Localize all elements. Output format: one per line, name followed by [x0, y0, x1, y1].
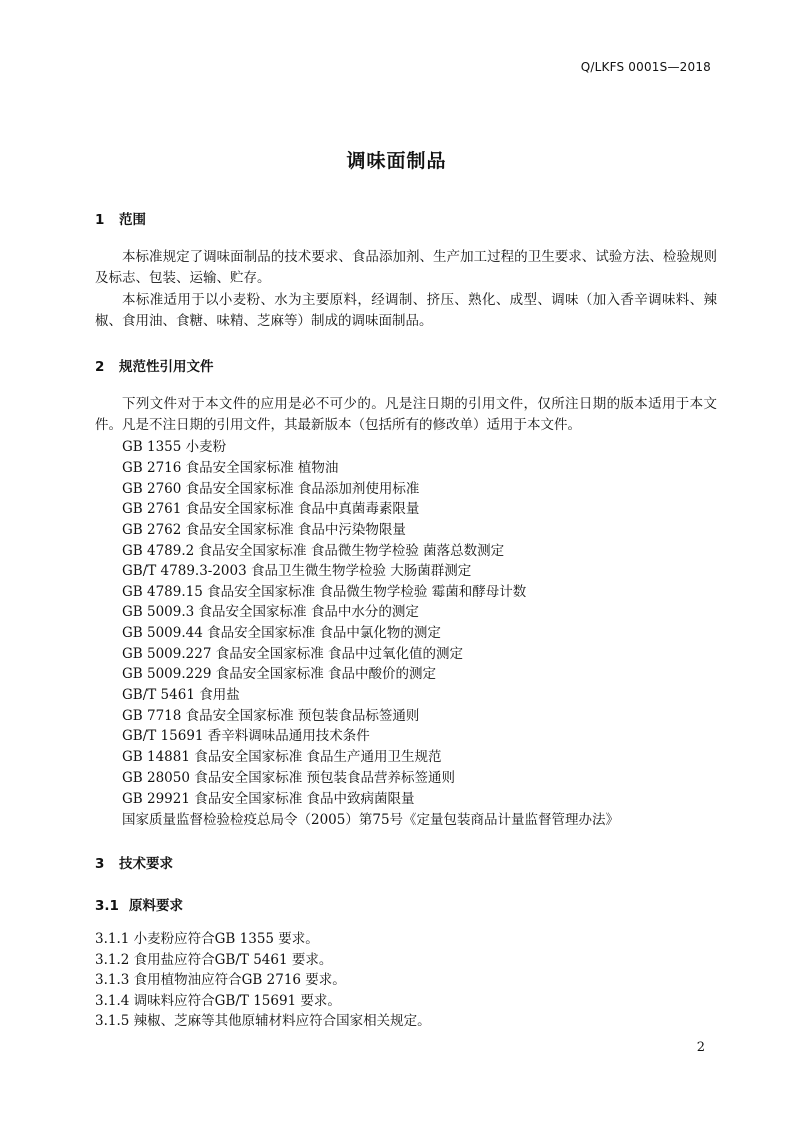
reference-item: GB/T 5461 食用盐 [122, 687, 240, 703]
reference-item: GB 28050 食品安全国家标准 预包装食品营养标签通则 [122, 770, 456, 786]
section-1-heading [95, 208, 146, 228]
reference-item: GB 1355 小麦粉 [122, 439, 227, 455]
reference-item: GB 2761 食品安全国家标准 食品中真菌毒素限量 [122, 501, 420, 517]
reference-item: GB 5009.229 食品安全国家标准 食品中酸价的测定 [122, 666, 436, 682]
reference-item: GB 2762 食品安全国家标准 食品中污染物限量 [122, 522, 406, 538]
clause-item: 3.1.3 食用植物油应符合GB 2716 要求。 [95, 972, 346, 988]
subsection-title: 原料要求 [129, 898, 183, 914]
reference-item: GB 4789.15 食品安全国家标准 食品微生物学检验 霉菌和酵母计数 [122, 584, 527, 600]
section-number: 1 [95, 212, 105, 228]
reference-item: 国家质量监督检验检疫总局令（2005）第75号《定量包装商品计量监督管理办法》 [122, 812, 620, 828]
reference-item: GB 14881 食品安全国家标准 食品生产通用卫生规范 [122, 749, 442, 765]
reference-item: GB 4789.2 食品安全国家标准 食品微生物学检验 菌落总数测定 [122, 543, 505, 559]
clause-item: 3.1.5 辣椒、芝麻等其他原辅材料应符合国家相关规定。 [95, 1013, 431, 1029]
reference-item: GB 5009.44 食品安全国家标准 食品中氯化物的测定 [122, 625, 441, 641]
reference-item: GB 5009.3 食品安全国家标准 食品中水分的测定 [122, 604, 419, 620]
reference-item: GB 2716 食品安全国家标准 植物油 [122, 460, 339, 476]
document-title: 调味面制品 [346, 150, 447, 172]
clause-item: 3.1.1 小麦粉应符合GB 1355 要求。 [95, 931, 319, 947]
page-number: 2 [696, 1040, 705, 1055]
section-2-heading [95, 355, 214, 375]
reference-item: GB/T 15691 香辛料调味品通用技术条件 [122, 728, 370, 744]
section-title: 规范性引用文件 [119, 359, 214, 375]
document-code-header: Q/LKFS 0001S—2018 [580, 60, 711, 74]
reference-item: GB 29921 食品安全国家标准 食品中致病菌限量 [122, 791, 415, 807]
section-3-heading [95, 852, 173, 872]
reference-item: GB 7718 食品安全国家标准 预包装食品标签通则 [122, 708, 420, 724]
subsection-3-1-heading [95, 894, 183, 914]
reference-item: GB 2760 食品安全国家标准 食品添加剂使用标准 [122, 481, 420, 497]
subsection-number: 3.1 [95, 898, 119, 914]
section-title: 范围 [119, 212, 146, 228]
scope-paragraph-2: 本标准适用于以小麦粉、水为主要原料，经调制、挤压、熟化、成型、调味（加入香辛调味料、辣椒、食用油、食糖、味精、芝麻等）制成的调味面制品。 [95, 292, 717, 329]
reference-item: GB/T 4789.3-2003 食品卫生微生物学检验 大肠菌群测定 [122, 563, 472, 579]
section-number: 3 [95, 856, 105, 872]
section-number: 2 [95, 359, 105, 375]
reference-item: GB 5009.227 食品安全国家标准 食品中过氧化值的测定 [122, 646, 463, 662]
references-intro-paragraph: 下列文件对于本文件的应用是必不可少的。凡是注日期的引用文件，仅所注日期的版本适用于本文件。凡是不注日期的引用文件，其最新版本（包括所有的修改单）适用于本文件。 [95, 396, 717, 433]
scope-paragraph-1: 本标准规定了调味面制品的技术要求、食品添加剂、生产加工过程的卫生要求、试验方法、检验规则及标志、包装、运输、贮存。 [95, 249, 717, 286]
section-title: 技术要求 [119, 856, 173, 872]
clause-item: 3.1.4 调味料应符合GB/T 15691 要求。 [95, 993, 341, 1009]
clause-item: 3.1.2 食用盐应符合GB/T 5461 要求。 [95, 952, 333, 968]
